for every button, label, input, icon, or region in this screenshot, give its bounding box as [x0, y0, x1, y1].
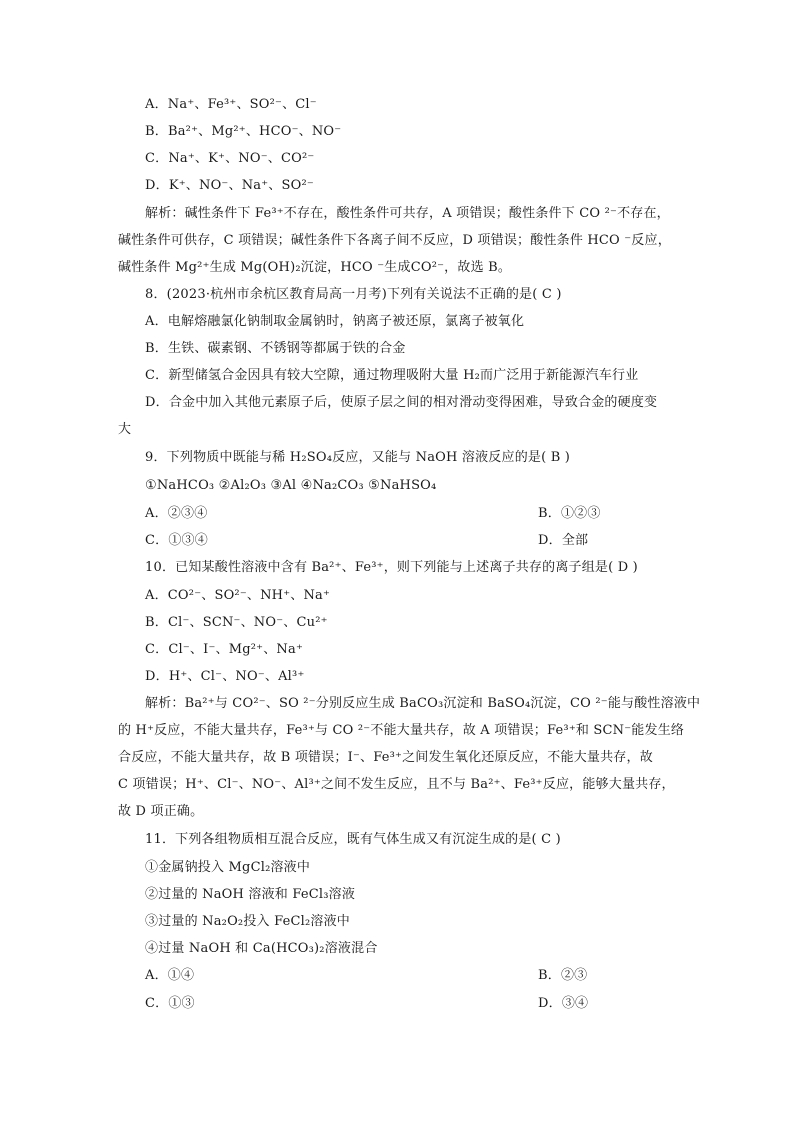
q10-option-d: D．H⁺、Cl⁻、NO⁻、Al³⁺ [145, 669, 305, 684]
q10-stem: 10．已知某酸性溶液中含有 Ba²⁺、Fe³⁺，则下列能与上述离子共存的离子组是( D ) [145, 560, 638, 575]
q7-option-d: D．K⁺、NO⁻、Na⁺、SO²⁻ [145, 178, 314, 193]
q11-option-c: C．①③ [145, 996, 195, 1011]
q11-item: ③过量的 Na₂O₂投入 FeCl₂溶液中 [145, 914, 350, 929]
q9-options-row [145, 531, 686, 551]
q7-analysis-line: 碱性条件可供存，C 项错误；碱性条件下各离子间不反应，D 项错误；酸性条件 HCO ⁻反应， [118, 233, 671, 248]
q8-option-c: C．新型储氢合金因具有较大空隙，通过物理吸附大量 H₂而广泛用于新能源汽车行业 [145, 368, 639, 383]
q9-option-d: D．全部 [538, 533, 589, 548]
q9-stem: 9．下列物质中既能与稀 H₂SO₄反应，又能与 NaOH 溶液反应的是( B ) [145, 450, 571, 465]
q10-option-b: B．Cl⁻、SCN⁻、NO⁻、Cu²⁺ [145, 615, 328, 630]
q8-option-b: B．生铁、碳素钢、不锈钢等都属于铁的合金 [145, 341, 406, 356]
q10-analysis-line: 合反应，不能大量共存，故 B 项错误；I⁻、Fe³⁺之间发生氧化还原反应，不能大量共存，故 [118, 750, 653, 765]
q9-option-c: C．①③④ [145, 533, 208, 548]
q11-options-row [145, 966, 686, 986]
q11-option-b: B．②③ [538, 968, 588, 983]
q9-options-row [145, 504, 686, 524]
q7-option-a: A．Na⁺、Fe³⁺、SO²⁻、Cl⁻ [145, 97, 317, 112]
q7-analysis-line: 碱性条件 Mg²⁺生成 Mg(OH)₂沉淀，HCO ⁻生成CO²⁻，故选 B。 [118, 260, 512, 275]
q8-option-d: D．合金中加入其他元素原子后，使原子层之间的相对滑动变得困难，导致合金的硬度变 [145, 395, 658, 410]
q11-item: ②过量的 NaOH 溶液和 FeCl₃溶液 [145, 887, 356, 902]
q11-item: ④过量 NaOH 和 Ca(HCO₃)₂溶液混合 [145, 941, 378, 956]
q10-option-c: C．Cl⁻、I⁻、Mg²⁺、Na⁺ [145, 642, 304, 657]
q8-option-a: A．电解熔融氯化钠制取金属钠时，钠离子被还原，氯离子被氧化 [145, 314, 525, 329]
q8-option-d-continuation: 大 [118, 422, 132, 437]
q10-analysis-line: 故 D 项正确。 [118, 804, 204, 819]
q9-option-a: A．②③④ [145, 506, 208, 521]
q11-stem: 11．下列各组物质相互混合反应，既有气体生成又有沉淀生成的是( C ) [145, 832, 561, 847]
q7-option-b: B．Ba²⁺、Mg²⁺、HCO⁻、NO⁻ [145, 124, 342, 139]
q11-option-a: A．①④ [145, 968, 195, 983]
q7-analysis-line: 解析：碱性条件下 Fe³⁺不存在，酸性条件可共存，A 项错误；酸性条件下 CO ²⁻不存在， [145, 206, 670, 221]
q11-options-row [145, 994, 686, 1014]
q10-option-a: A．CO²⁻、SO²⁻、NH⁺、Na⁺ [145, 588, 331, 603]
q11-item: ①金属钠投入 MgCl₂溶液中 [145, 860, 311, 875]
q7-option-c: C．Na⁺、K⁺、NO⁻、CO²⁻ [145, 151, 315, 166]
q10-analysis-line: 解析：Ba²⁺与 CO²⁻、SO ²⁻分别反应生成 BaCO₃沉淀和 BaSO₄沉淀，CO ²⁻能与酸性溶液中 [145, 696, 701, 711]
q9-items: ①NaHCO₃ ②Al₂O₃ ③Al ④Na₂CO₃ ⑤NaHSO₄ [145, 478, 437, 493]
q10-analysis-line: 的 H⁺反应，不能大量共存，Fe³⁺与 CO ²⁻不能大量共存，故 A 项错误；Fe³⁺和 SCN⁻能发生络 [118, 723, 685, 738]
q10-analysis-line: C 项错误；H⁺、Cl⁻、NO⁻、Al³⁺之间不发生反应，且不与 Ba²⁺、Fe³⁺反应，能够大量共存， [118, 777, 675, 792]
q11-option-d: D．③④ [538, 996, 589, 1011]
q8-stem: 8．(2023·杭州市余杭区教育局高一月考)下列有关说法不正确的是( C ) [145, 287, 562, 302]
q9-option-b: B．①②③ [538, 506, 601, 521]
